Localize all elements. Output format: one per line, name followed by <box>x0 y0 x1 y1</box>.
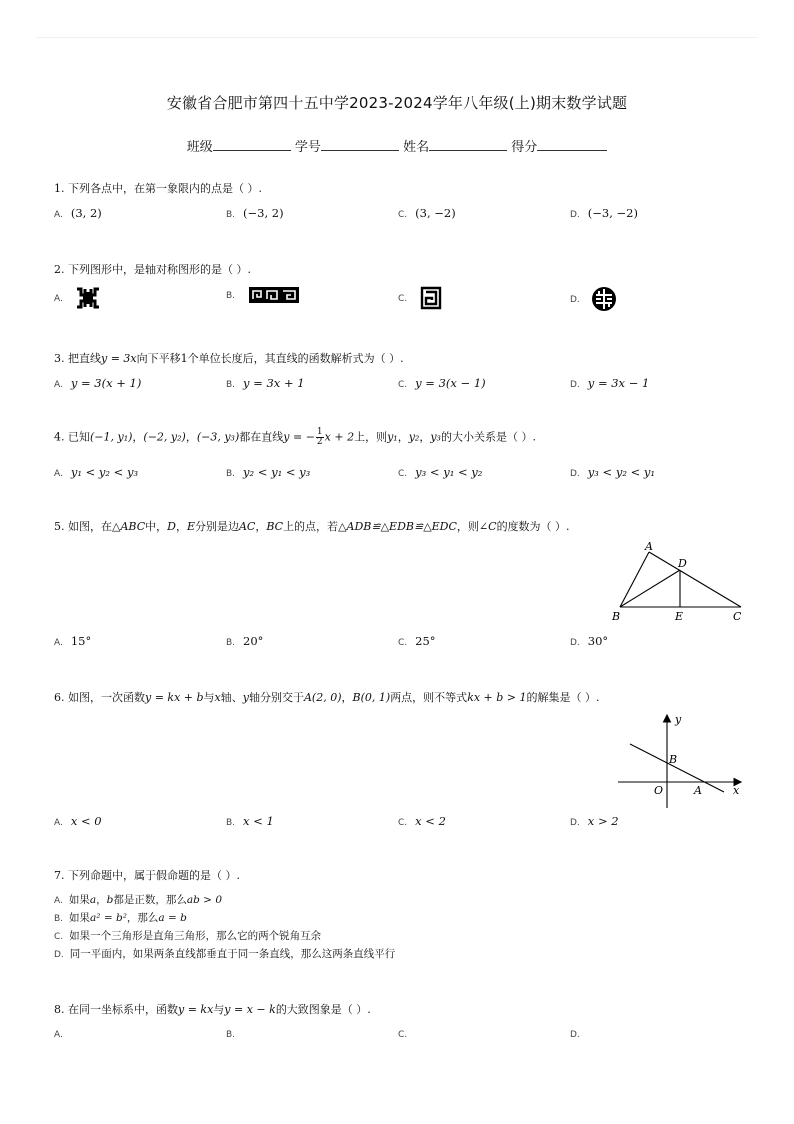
field-name: 姓名 <box>403 140 430 155</box>
student-info-line <box>0 136 794 155</box>
label-a-point: A <box>694 784 702 797</box>
q2-option-d[interactable]: D. <box>570 286 617 312</box>
q6-graph-figure <box>612 710 748 814</box>
field-score: 得分 <box>511 140 538 155</box>
question-8-stem: 8. 在同一坐标系中，函数y = kx与y = x − k的大致图象是（ ）. <box>54 1003 371 1016</box>
q1-option-d[interactable]: D. (−3, −2) <box>570 206 638 220</box>
segment-bd <box>620 570 680 607</box>
pattern-d-icon <box>591 286 617 312</box>
q3-option-b[interactable]: B. y = 3x + 1 <box>226 376 305 390</box>
q7-option-d[interactable]: D. 同一平面内，如果两条直线都垂直于同一条直线，那么这两条直线平行 <box>54 948 396 960</box>
fraction-one-half: $\frac{1}{2}$ <box>316 427 323 447</box>
q6-option-c[interactable]: C. x < 2 <box>398 814 446 828</box>
q3-option-c[interactable]: C. y = 3(x − 1) <box>398 376 486 390</box>
label-a: A <box>645 540 653 553</box>
pattern-a-icon <box>75 286 101 310</box>
pattern-b-icon <box>247 286 301 304</box>
q5-triangle-figure <box>608 540 754 626</box>
q8-option-c[interactable]: C. <box>398 1030 408 1040</box>
q1-option-a[interactable]: A. (3, 2) <box>54 206 102 220</box>
q7-option-a[interactable]: A. 如果a，b都是正数，那么ab > 0 <box>54 894 222 906</box>
page-title: 安徽省合肥市第四十五中学2023-2024学年八年级(上)期末数学试题 <box>166 94 628 112</box>
question-5-stem: 5. 如图，在△ABC中，D，E分别是边AC，BC上的点，若△ADB≌△EDB≌△EDC，则∠C的度数为（ ）. <box>54 520 570 533</box>
q5-option-d[interactable]: D. 30° <box>570 634 609 648</box>
question-7-stem: 7. 下列命题中，属于假命题的是（ ）. <box>54 869 240 882</box>
q2-option-b[interactable]: B. <box>226 286 301 304</box>
label-e: E <box>675 610 684 623</box>
field-class: 班级 <box>186 140 213 155</box>
q2-option-c[interactable]: C. <box>398 286 443 310</box>
label-c: C <box>733 610 742 623</box>
q7-option-c[interactable]: C. 如果一个三角形是直角三角形，那么它的两个锐角互余 <box>54 930 322 942</box>
q1-option-c[interactable]: C. (3, −2) <box>398 206 456 220</box>
q8-option-a[interactable]: A. <box>54 1030 63 1040</box>
label-b-point: B <box>669 753 678 766</box>
top-divider <box>36 37 758 38</box>
question-3-stem: 3. 把直线y = 3x向下平移1个单位长度后，其直线的函数解析式为（ ）. <box>54 352 404 365</box>
question-2-stem: 2. 下列图形中，是轴对称图形的是（ ）. <box>54 263 251 276</box>
question-1-stem: 1. 下列各点中，在第一象限内的点是（ ）. <box>54 182 262 195</box>
q5-option-b[interactable]: B. 20° <box>226 634 264 648</box>
q4-option-b[interactable]: B. y₂ < y₁ < y₃ <box>226 465 311 479</box>
q5-option-a[interactable]: A. 15° <box>54 634 92 648</box>
label-y: y <box>675 713 682 726</box>
label-b: B <box>612 610 621 623</box>
q6-option-a[interactable]: A. x < 0 <box>54 814 102 828</box>
q4-option-a[interactable]: A. y₁ < y₂ < y₃ <box>54 465 139 479</box>
q4-option-d[interactable]: D. y₃ < y₂ < y₁ <box>570 465 656 479</box>
q4-option-c[interactable]: C. y₃ < y₁ < y₂ <box>398 465 483 479</box>
question-4-stem: 4. 已知(−1, y₁)，(−2, y₂)，(−3, y₃)都在直线y = − $\frac{1}{2}$ x + 2上，则y₁，y₂，y₃的大小关系是（ ）. <box>54 427 536 447</box>
side-ac <box>649 552 741 607</box>
pattern-c-icon <box>419 286 443 310</box>
number-blank[interactable] <box>321 138 399 151</box>
q1-option-b[interactable]: B. (−3, 2) <box>226 206 284 220</box>
score-blank[interactable] <box>537 138 607 151</box>
label-d: D <box>678 557 687 570</box>
q2-option-a[interactable]: A. <box>54 286 101 310</box>
q5-option-c[interactable]: C. 25° <box>398 634 436 648</box>
q3-option-a[interactable]: A. y = 3(x + 1) <box>54 376 142 390</box>
q7-option-b[interactable]: B. 如果a² = b²，那么a = b <box>54 912 187 924</box>
label-o: O <box>654 784 664 797</box>
q6-option-d[interactable]: D. x > 2 <box>570 814 619 828</box>
q3-option-d[interactable]: D. y = 3x − 1 <box>570 376 650 390</box>
name-blank[interactable] <box>429 138 507 151</box>
q8-option-b[interactable]: B. <box>226 1030 236 1040</box>
field-number: 学号 <box>294 140 321 155</box>
line-kx-plus-b <box>630 744 724 792</box>
class-blank[interactable] <box>213 138 291 151</box>
side-ab <box>620 552 649 607</box>
q8-option-d[interactable]: D. <box>570 1030 580 1040</box>
label-x: x <box>733 784 740 797</box>
question-6-stem: 6. 如图，一次函数y = kx + b与x轴、y轴分别交于A(2, 0)，B(0, 1)两点，则不等式kx + b > 1的解集是（ ）. <box>54 691 600 704</box>
q6-option-b[interactable]: B. x < 1 <box>226 814 274 828</box>
